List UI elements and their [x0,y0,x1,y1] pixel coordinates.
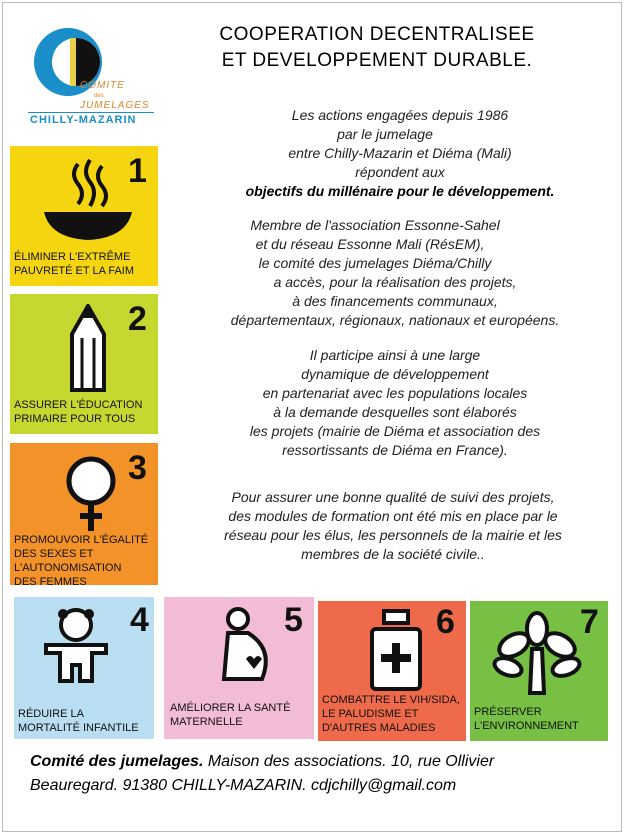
child-icon [36,605,116,685]
logo-line-jumelages: JUMELAGES [80,100,150,111]
goal-label-line: AMÉLIORER LA SANTÉ [170,702,291,714]
goal-label [18,707,139,735]
goal-label-line: LE PALUDISME ET [322,708,419,720]
goal-label-line: MORTALITÉ INFANTILE [18,722,139,734]
intro-line: ressortissants de Diéma en France). [282,442,508,458]
title-line-2: ET DEVELOPPEMENT DURABLE. [221,50,533,71]
footer-org-name: Comité des jumelages. [30,753,204,770]
intro-line: à la demande desquelles sont élaborés [273,404,517,420]
goal-label-line: PRIMAIRE POUR TOUS [14,413,136,425]
medicine-jar-icon [366,607,426,693]
intro-line: des modules de formation ont été mis en place par le [228,508,558,524]
goal-number: 7 [580,603,599,641]
intro-paragraph-1 [190,106,610,201]
intro-paragraph-4 [178,488,608,564]
goal-6-tile [318,601,466,741]
intro-line: et du réseau Essonne Mali (RésEM), [255,236,485,252]
venus-icon [56,451,126,535]
goal-label-line: MATERNELLE [170,716,243,728]
intro-line: Les actions engagées depuis 1986 [291,107,509,123]
goal-label [322,693,460,735]
goal-label-line: L'ENVIRONNEMENT [474,720,579,732]
goal-label [170,701,290,729]
goal-label-line: DES SEXES ET [14,548,94,560]
bowl-icon [38,154,138,244]
intro-line: le comité des jumelages Diéma/Chilly [258,255,492,271]
intro-line: en partenariat avec les populations locales [262,385,528,401]
intro-line: Membre de l'association Essonne-Sahel [250,217,500,233]
intro-line: départementaux, régionaux, nationaux et européens. [230,312,560,328]
goal-number: 5 [284,601,303,639]
intro-line: par le jumelage [337,126,433,142]
goal-label-line: RÉDUIRE LA [18,708,85,720]
goal-4-tile [14,597,154,739]
goal-label [14,398,142,426]
intro-line: a accès, pour la réalisation des projets, [273,274,517,290]
page-title [172,22,582,74]
footer-address-part: Maison des associations. 10, rue Ollivier [203,753,495,770]
goal-number: 3 [128,449,147,487]
goal-label-line: PRÉSERVER [474,706,542,718]
intro-line: à des financements communaux, [292,293,498,309]
pregnant-woman-icon [212,605,282,691]
goal-label-line: PAUVRETÉ ET LA FAIM [14,265,135,277]
goal-label [14,250,134,278]
goal-2-tile [10,294,158,434]
intro-line: les projets (mairie de Diéma et association des [249,423,541,439]
intro-line: répondent aux [355,164,445,180]
goal-label-line: D'AUTRES MALADIES [322,722,436,734]
intro-line: membres de la société civile.. [301,546,485,562]
goal-label-line: DES FEMMES [14,576,87,585]
logo-emblem-icon [32,24,112,104]
goal-number: 1 [128,152,147,190]
goal-number: 6 [436,603,455,641]
intro-line: entre Chilly-Mazarin et Diéma (Mali) [288,145,512,161]
plant-icon [492,609,582,695]
goal-7-tile [470,601,608,741]
goal-number: 4 [130,601,149,639]
comite-jumelages-logo [28,18,158,130]
goal-label-line: L'AUTONOMISATION [14,562,122,574]
intro-paragraph-3 [185,346,605,460]
goal-number: 2 [128,300,147,338]
intro-line: dynamique de développement [301,366,489,382]
footer-line-2: Beauregard. 91380 CHILLY-MAZARIN. cdjchilly@gmail.com [30,777,457,794]
goal-1-tile [10,146,158,286]
goal-label-line: ÉLIMINER L'EXTRÊME [14,251,131,263]
intro-bold-line: objectifs du millénaire pour le développement. [245,183,555,199]
goal-3-tile [10,443,158,585]
goal-label [14,533,148,585]
footer-address [30,750,600,798]
logo-rule [28,112,154,113]
logo-line-comite: COMITE [80,80,125,91]
goal-label [474,705,579,733]
footer-line-1 [30,750,600,774]
intro-line: Pour assurer une bonne qualité de suivi des projets, [231,489,555,505]
logo-line-city: CHILLY-MAZARIN [30,114,137,126]
logo-line-des: des [94,93,104,99]
title-line-1: COOPERATION DECENTRALISEE [219,24,535,45]
goal-label-line: COMBATTRE LE VIH/SIDA, [322,694,460,706]
intro-paragraph-2 [185,216,605,330]
goal-label-line: ASSURER L'ÉDUCATION [14,399,143,411]
intro-line: Il participe ainsi à une large [309,347,481,363]
pencil-icon [58,304,118,394]
goal-5-tile [164,597,314,739]
intro-line: réseau pour les élus, les personnels de la mairie et les [224,527,562,543]
goal-label-line: PROMOUVOIR L'ÉGALITÉ [14,534,149,546]
